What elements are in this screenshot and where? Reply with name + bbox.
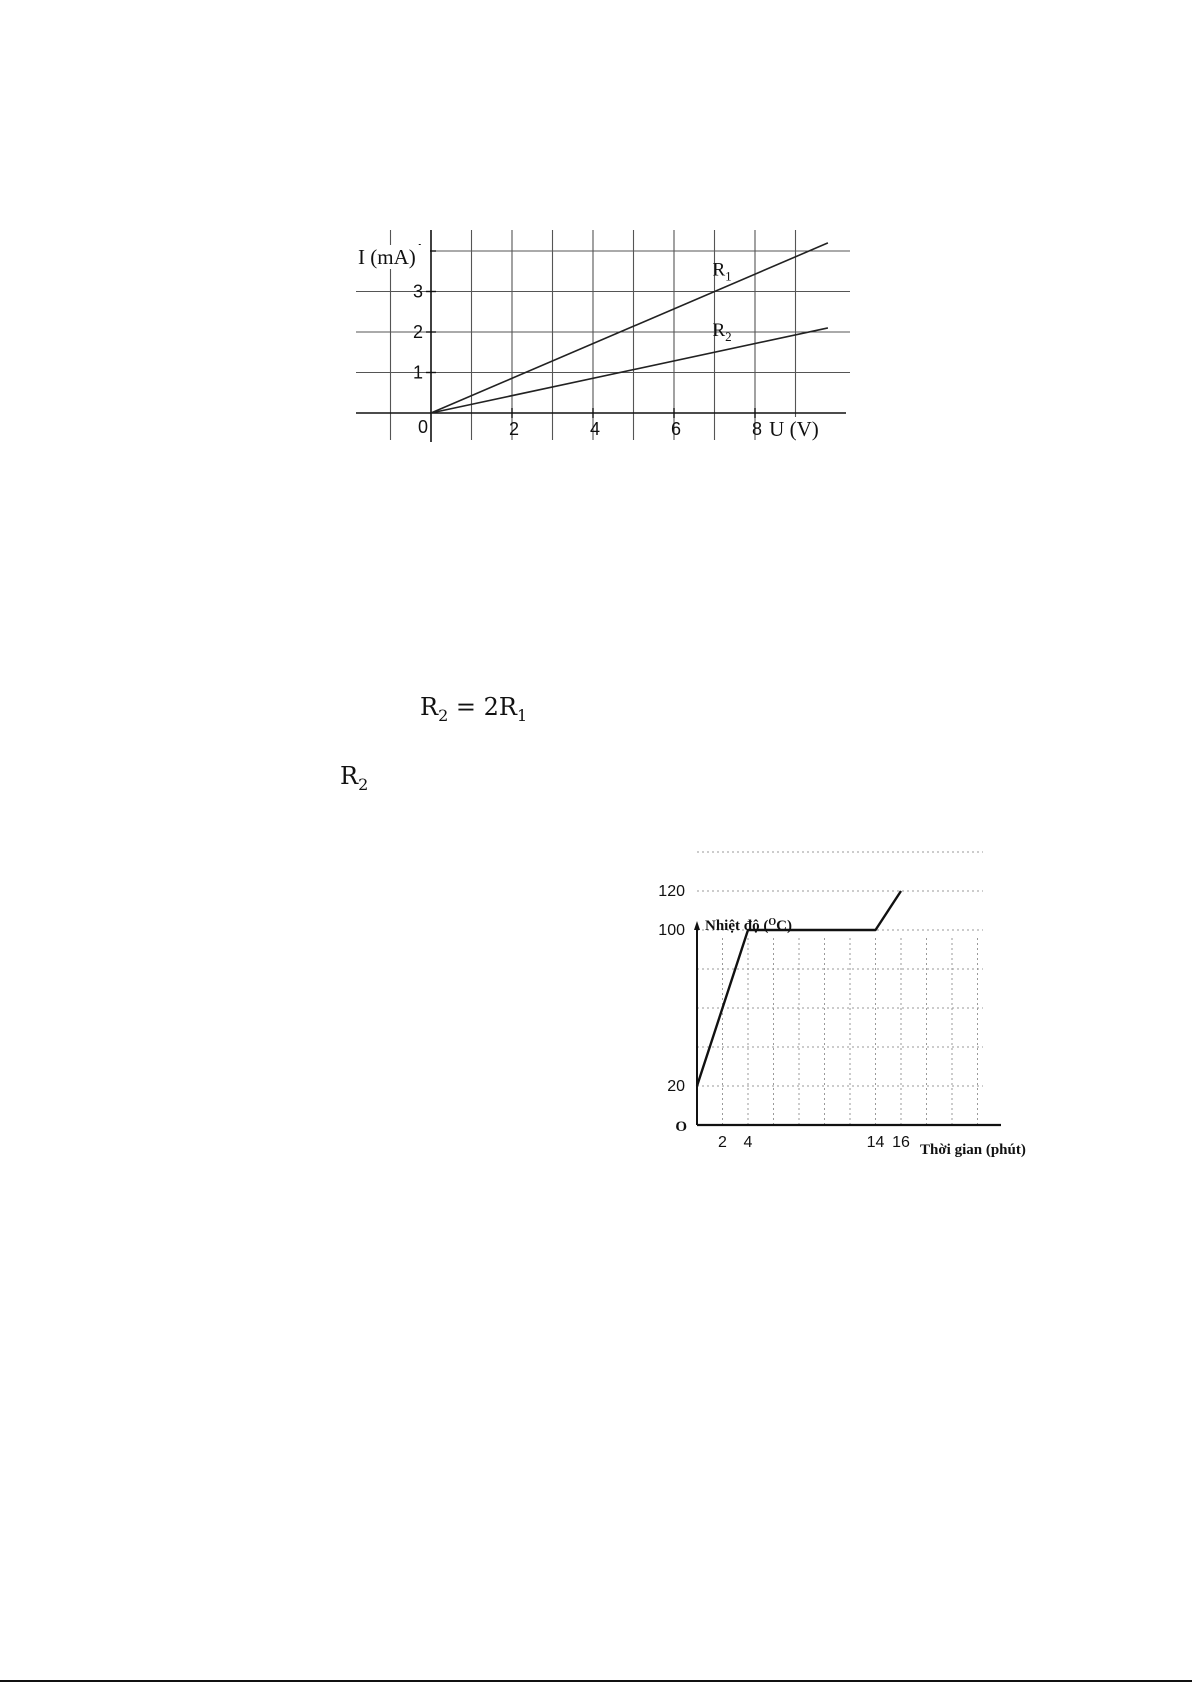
current-voltage-chart xyxy=(356,228,850,442)
series-line-r2 xyxy=(431,328,828,413)
temperature-time-chart xyxy=(645,883,1040,1170)
x-tick-label: 6 xyxy=(670,419,682,439)
y-axis-label: I (mA) xyxy=(358,245,416,269)
y-tick-label: 20 xyxy=(667,1078,685,1095)
y-tick-label: 3 xyxy=(412,281,423,302)
y-tick-label: 100 xyxy=(658,922,685,939)
series-label-r1: $R_1$ xyxy=(712,259,732,284)
formula-r2: $R_2$ xyxy=(340,762,369,794)
page-bottom-rule xyxy=(0,1680,1192,1682)
x-tick-label: 4 xyxy=(589,419,601,439)
x-tick-label: 2 xyxy=(718,1134,727,1151)
y-tick-label: 2 xyxy=(412,322,423,342)
y-tick-label: 1 xyxy=(412,362,423,383)
x-tick-label: 2 xyxy=(508,419,520,439)
x-axis-label: U (V) xyxy=(769,417,819,441)
series-line-r1 xyxy=(431,243,828,413)
series-label-r2: $R_2$ xyxy=(712,320,732,345)
origin-label: O xyxy=(675,1119,687,1135)
y-axis-label: Nhiệt độ ($^O$C) xyxy=(705,917,792,934)
x-axis-label: Thời gian (phút) xyxy=(920,1142,1026,1158)
x-tick-label: 16 xyxy=(892,1134,910,1151)
x-tick-label: 8 xyxy=(751,419,763,439)
x-tick-label: 4 xyxy=(743,1134,753,1151)
y-tick-label: 120 xyxy=(658,883,685,900)
x-tick-label: 14 xyxy=(866,1134,885,1151)
y-axis-arrow xyxy=(694,921,700,930)
origin-label: 0 xyxy=(417,417,429,437)
formula-r2-equals-2r1: $R_2 = 2R_1$ xyxy=(420,693,528,725)
